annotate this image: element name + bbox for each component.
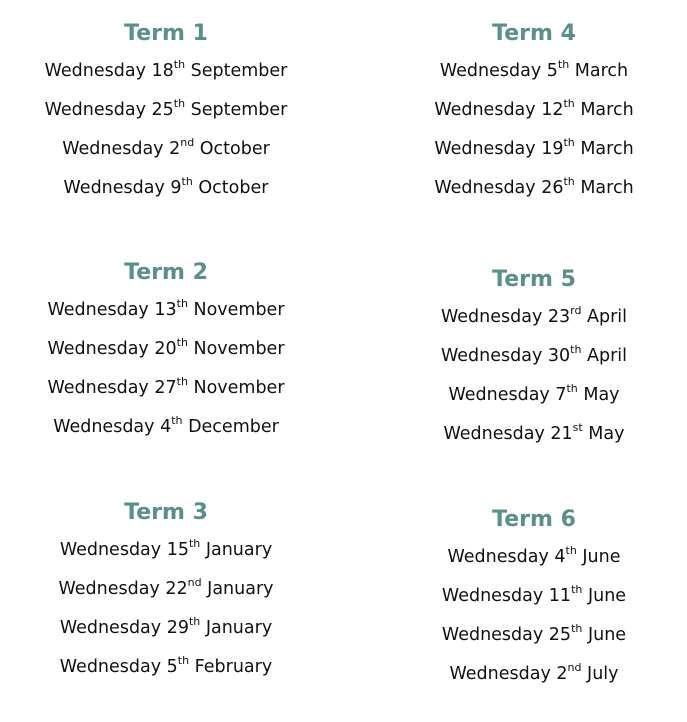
session-date (16, 175, 316, 214)
term-block-4 (384, 19, 684, 214)
date-day: Wednesday 4 (447, 547, 566, 567)
date-month: June (582, 586, 627, 606)
session-date (16, 576, 316, 615)
date-ordinal-suffix: rd (570, 304, 582, 318)
session-date (16, 297, 316, 336)
date-ordinal-suffix: th (565, 544, 577, 558)
term-block-5 (384, 265, 684, 460)
date-month: January (200, 540, 273, 560)
date-month: April (581, 307, 628, 327)
date-ordinal-suffix: nd (567, 661, 582, 675)
date-ordinal-suffix: th (557, 58, 570, 72)
date-day: Wednesday 7 (448, 385, 567, 405)
date-ordinal-suffix: th (181, 175, 193, 189)
date-ordinal-suffix: th (571, 622, 583, 636)
term-title: Term 2 (124, 260, 208, 285)
date-ordinal-suffix: th (566, 382, 578, 396)
date-ordinal-suffix: th (563, 175, 575, 189)
session-date (384, 583, 684, 622)
session-date (384, 58, 684, 97)
date-ordinal-suffix: th (177, 654, 190, 668)
date-day: Wednesday 25 (441, 625, 572, 645)
date-day: Wednesday 11 (441, 586, 572, 606)
date-day: Wednesday 9 (63, 178, 182, 198)
date-day: Wednesday 4 (53, 417, 172, 437)
session-date (384, 343, 684, 382)
date-day: Wednesday 27 (47, 378, 177, 398)
date-month: September (185, 61, 288, 81)
term-block-2 (16, 258, 316, 453)
session-date (384, 421, 684, 460)
session-date (384, 622, 684, 661)
date-ordinal-suffix: th (563, 97, 575, 111)
session-date (384, 544, 684, 583)
date-ordinal-suffix: th (570, 343, 582, 357)
date-day: Wednesday 20 (47, 339, 177, 359)
date-ordinal-suffix: th (188, 615, 201, 629)
session-date (16, 537, 316, 576)
date-month: October (192, 178, 269, 198)
session-date (384, 661, 684, 700)
date-month: January (201, 579, 274, 599)
date-month: February (189, 657, 273, 677)
date-day: Wednesday 26 (434, 178, 564, 198)
date-day: Wednesday 21 (443, 424, 573, 444)
term-block-6 (384, 505, 684, 700)
date-month: May (577, 385, 620, 405)
term-title: Term 6 (492, 507, 576, 532)
term-block-1 (16, 19, 316, 214)
date-day: Wednesday 29 (59, 618, 189, 638)
date-ordinal-suffix: th (173, 97, 186, 111)
date-day: Wednesday 12 (434, 100, 564, 120)
date-month: November (187, 339, 285, 359)
date-month: July (581, 664, 619, 684)
date-month: October (194, 139, 270, 159)
date-month: March (569, 61, 629, 81)
date-day: Wednesday 19 (434, 139, 564, 159)
date-month: March (574, 139, 634, 159)
date-day: Wednesday 30 (440, 346, 571, 366)
session-date (384, 304, 684, 343)
session-date (16, 97, 316, 136)
date-ordinal-suffix: nd (180, 136, 195, 150)
session-date (384, 97, 684, 136)
date-day: Wednesday 2 (449, 664, 568, 684)
date-month: May (582, 424, 625, 444)
date-month: March (574, 100, 634, 120)
date-day: Wednesday 22 (58, 579, 188, 599)
session-date (384, 175, 684, 214)
date-ordinal-suffix: th (571, 583, 583, 597)
date-month: June (576, 547, 621, 567)
date-ordinal-suffix: th (176, 297, 188, 311)
date-ordinal-suffix: st (572, 421, 583, 435)
session-date (16, 336, 316, 375)
date-day: Wednesday 25 (44, 100, 174, 120)
session-date (16, 58, 316, 97)
session-date (384, 382, 684, 421)
date-day: Wednesday 15 (59, 540, 189, 560)
date-day: Wednesday 23 (440, 307, 571, 327)
date-month: September (185, 100, 288, 120)
date-month: April (581, 346, 627, 366)
date-day: Wednesday 13 (47, 300, 177, 320)
term-title: Term 1 (124, 21, 208, 46)
date-ordinal-suffix: th (176, 336, 188, 350)
session-date (16, 654, 316, 693)
date-day: Wednesday 5 (59, 657, 178, 677)
session-date (384, 136, 684, 175)
term-title: Term 5 (492, 267, 576, 292)
session-date (16, 414, 316, 453)
term-title: Term 3 (124, 500, 208, 525)
date-ordinal-suffix: th (176, 375, 188, 389)
date-day: Wednesday 5 (439, 61, 558, 81)
date-month: January (200, 618, 273, 638)
session-date (16, 615, 316, 654)
term-block-3 (16, 498, 316, 693)
date-ordinal-suffix: th (188, 537, 201, 551)
date-month: March (574, 178, 634, 198)
date-month: December (182, 417, 279, 437)
date-month: November (187, 378, 285, 398)
session-date (16, 136, 316, 175)
date-ordinal-suffix: th (173, 58, 186, 72)
date-ordinal-suffix: nd (187, 576, 202, 590)
date-month: June (582, 625, 627, 645)
date-day: Wednesday 2 (62, 139, 181, 159)
term-title: Term 4 (492, 21, 576, 46)
date-ordinal-suffix: th (171, 414, 183, 428)
date-ordinal-suffix: th (563, 136, 575, 150)
session-date (16, 375, 316, 414)
date-month: November (187, 300, 285, 320)
date-day: Wednesday 18 (44, 61, 174, 81)
